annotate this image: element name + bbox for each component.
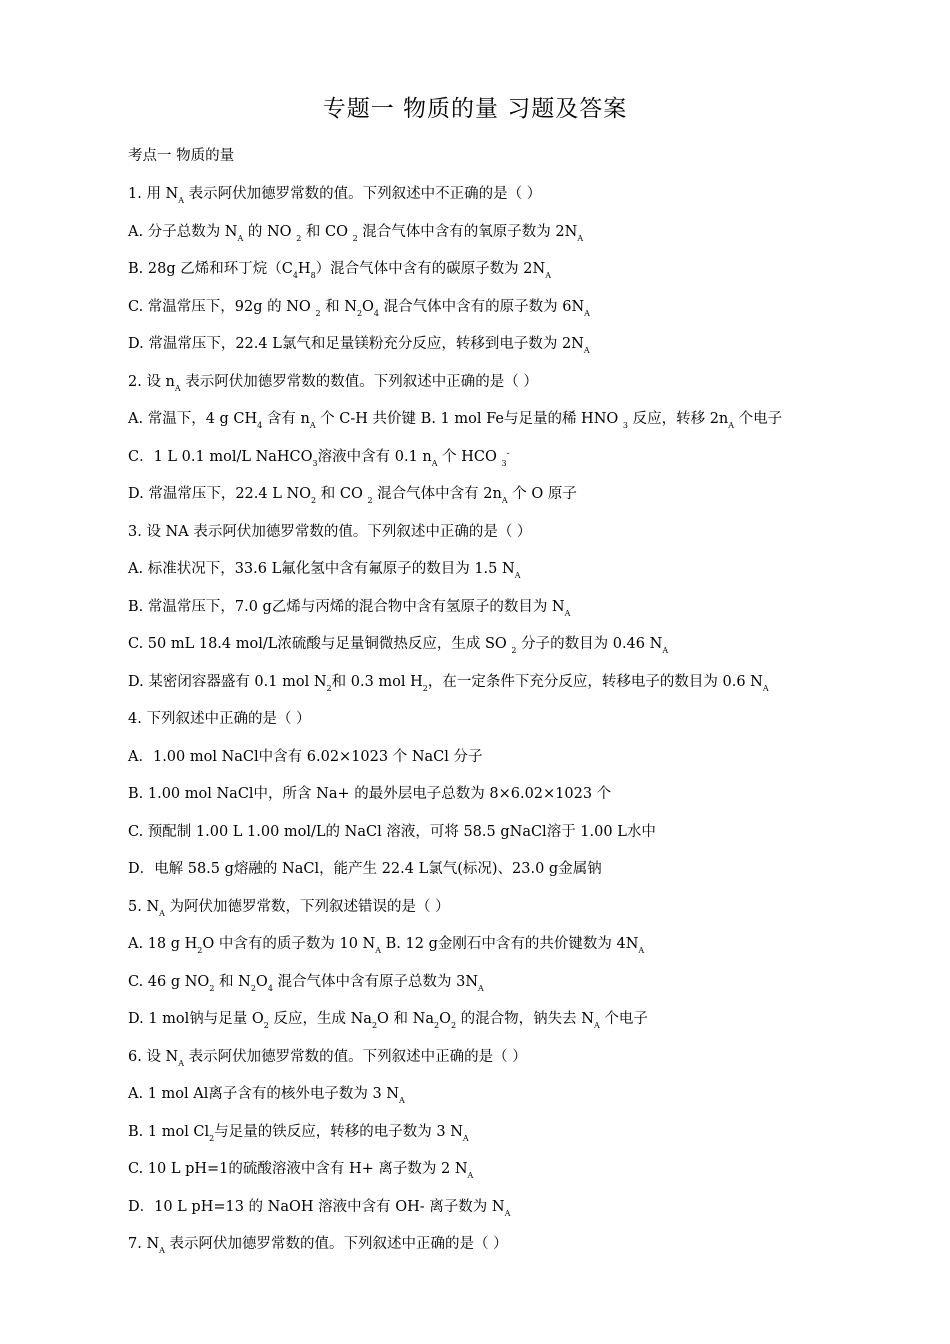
document-line: A. 分子总数为 $N_A$ 的 NO $_2$ 和 CO $_2$ 混合气体中含有的氧原子数为 $2N_A$: [128, 223, 584, 243]
document-line: 1. 用 $N_A$ 表示阿伏加德罗常数的值。下列叙述中不正确的是（ ）: [128, 186, 542, 205]
document-title: 专题一 物质的量 习题及答案: [322, 96, 628, 122]
document-line: B. 常温常压下，7.0 g乙烯与丙烯的混合物中含有氢原子的数目为 $N_A$: [128, 598, 571, 618]
document-line: 7. $N_A$ 表示阿伏加德罗常数的值。下列叙述中正确的是（ ）: [128, 1236, 508, 1255]
document-line: C. 10 L pH=1的硫酸溶液中含有 H+ 离子数为 2 $N_A$: [128, 1161, 474, 1180]
document-line: D. 常温常压下，22.4 L $NO_2$ 和 CO $_2$ 混合气体中含有 $2n_A$ 个 O 原子: [128, 486, 577, 505]
document-line: C. 常温常压下，92g 的 NO $_2$ 和 $N_2O_4$ 混合气体中含有的原子数为 $6N_A$: [128, 298, 590, 318]
document-line: C. 预配制 1.00 L 1.00 mol/L的 NaCl 溶液，可将 58.5 gNaCl溶于 1.00 L水中: [128, 823, 656, 840]
document-line: 3. 设 NA 表示阿伏加德罗常数的值。下列叙述中正确的是（ ）: [128, 523, 532, 540]
document-line: 4. 下列叙述中正确的是（ ）: [128, 711, 311, 727]
document-line: A. 18 g $H_2O$ 中含有的质子数为 10 $N_A$ B. 12 g金刚石中含有的共价键数为 $4N_A$: [128, 936, 645, 955]
document-line: B. 1 mol $Cl_2$与足量的铁反应，转移的电子数为 3 $N_A$: [128, 1123, 469, 1143]
document-line: A. 1 mol Al离子含有的核外电子数为 3 $N_A$: [128, 1086, 405, 1105]
document-line: 5. $N_A$ 为阿伏加德罗常数，下列叙述错误的是（ ）: [128, 898, 450, 918]
document-line: C. 50 mL 18.4 mol/L浓硫酸与足量铜微热反应，生成 SO $_2$ 分子的数目为 0.46 $N_A$: [128, 636, 669, 655]
document-line: D．电解 58.5 g熔融的 NaCl，能产生 22.4 L氯气(标况)、23.0 g金属钠: [128, 861, 602, 877]
document-line: C．1 L 0.1 mol/L NaHCO$_3$溶液中含有 0.1 $n_A$ 个 HCO $_3$-: [128, 448, 510, 468]
document-line: A. 常温下，4 g $CH_4$ 含有 $n_A$ 个 C-H 共价键 B. 1 mol Fe与足量的稀 HNO $_3$ 反应，转移 $2n_A$ 个电子: [128, 411, 783, 430]
document-line: D. 常温常压下，22.4 L氯气和足量镁粉充分反应，转移到电子数为 $2N_A$: [128, 336, 590, 355]
document-line: B. 28g 乙烯和环丁烷$(C_4H_8)$混合气体中含有的碳原子数为 $2N_A$: [128, 261, 551, 280]
document-line: 2. 设 $n_A$ 表示阿伏加德罗常数的数值。下列叙述中正确的是（ ）: [128, 373, 538, 393]
document-line: A. 标准状况下，33.6 L氟化氢中含有氟原子的数目为 1.5 $N_A$: [128, 561, 521, 580]
document-line: 6. 设 $N_A$ 表示阿伏加德罗常数的值。下列叙述中正确的是（ ）: [128, 1048, 527, 1068]
document-line: B. 1.00 mol NaCl中，所含 Na+ 的最外层电子总数为 8×6.02×1023 个: [128, 786, 612, 802]
document-line: A．1.00 mol NaCl中含有 6.02×1023 个 NaCl 分子: [128, 748, 483, 765]
document-line: D．10 L pH=13 的 NaOH 溶液中含有 OH- 离子数为 $N_A$: [128, 1198, 511, 1218]
document-line: C. 46 g $NO_2$ 和 $N_2O_4$ 混合气体中含有原子总数为 $3N_A$: [128, 973, 484, 993]
document-line: D. 1 mol钠与足量 $O_2$ 反应，生成 $Na_2O$ 和 $Na_2O_2$ 的混合物，钠失去 $N_A$ 个电子: [128, 1011, 648, 1030]
document-line: D. 某密闭容器盛有 0.1 mol $N_2$和 0.3 mol $H_2$，在一定条件下充分反应，转移电子的数目为 0.6 $N_A$: [128, 673, 769, 693]
section-heading: 考点一 物质的量: [128, 148, 235, 164]
